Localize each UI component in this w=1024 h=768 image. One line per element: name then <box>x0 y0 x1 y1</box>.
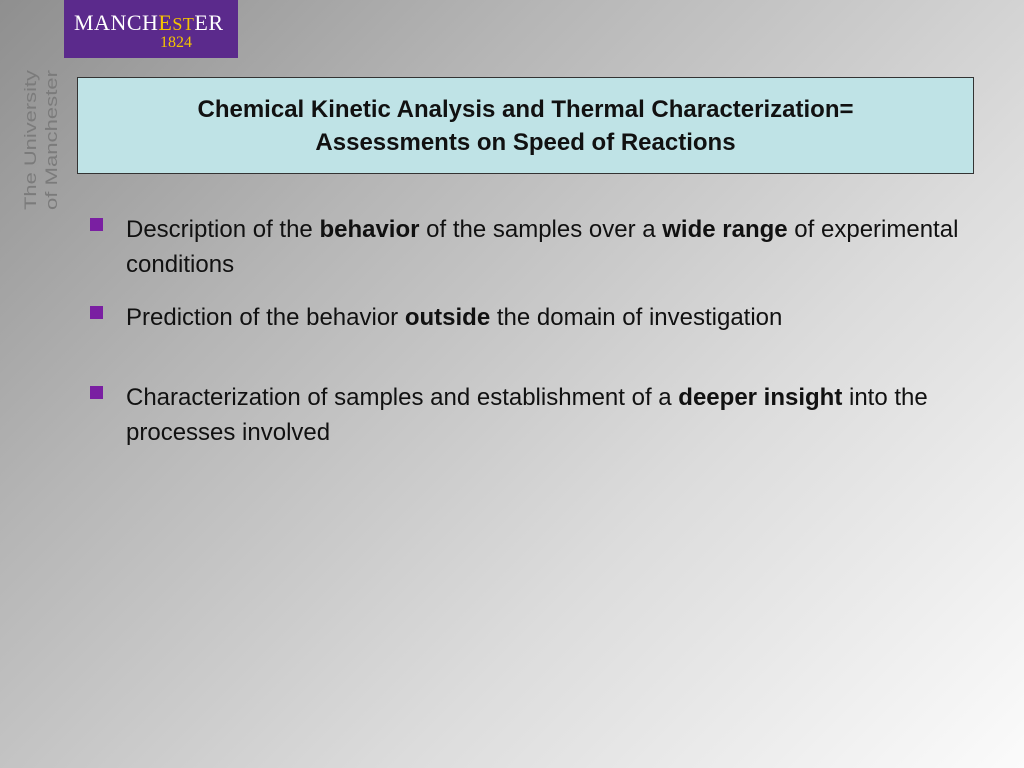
bullet-marker-icon <box>90 306 103 319</box>
bullet-marker-icon <box>90 218 103 231</box>
side-wordmark-svg <box>18 62 64 210</box>
bullet-segment: Description of the <box>126 216 320 243</box>
logo-text-part-2: E <box>158 10 173 35</box>
bullet-text <box>126 300 966 335</box>
logo-wordmark <box>74 12 224 34</box>
logo-text-part-3: S <box>172 14 183 34</box>
bullet-emphasis: deeper insight <box>678 384 843 411</box>
bullet-segment: of experimental conditions <box>126 216 959 278</box>
logo-year: 1824 <box>160 34 192 51</box>
side-text-line-1: The University <box>21 101 40 210</box>
slide-title-box <box>77 77 974 174</box>
side-text-line-2: of Manchester <box>42 102 61 210</box>
bullet-emphasis: wide range <box>662 216 788 243</box>
bullet-segment: the domain of investigation <box>490 304 783 331</box>
university-logo <box>64 0 238 58</box>
bullet-segment: Prediction of the behavior <box>126 304 405 331</box>
logo-text-part-5: ER <box>194 10 224 35</box>
bullet-segment: Characterization of samples and establishment of a <box>126 384 679 411</box>
bullet-text <box>126 380 966 450</box>
bullet-marker-icon <box>90 386 103 399</box>
bullet-segment: into the processes involved <box>126 384 928 446</box>
slide-title-line-1: Chemical Kinetic Analysis and Thermal Characterization= <box>197 95 854 123</box>
bullet-emphasis: behavior <box>319 216 420 243</box>
university-side-wordmark <box>18 62 64 210</box>
bullet-text <box>126 212 966 282</box>
bullet-emphasis: outside <box>404 304 491 331</box>
logo-text-part-4: T <box>182 14 195 34</box>
slide-title-line-2: Assessments on Speed of Reactions <box>315 128 736 156</box>
slide-title <box>198 93 854 159</box>
logo-text-part-1: MANCH <box>74 10 159 35</box>
bullet-segment: of the samples over a <box>419 216 663 243</box>
